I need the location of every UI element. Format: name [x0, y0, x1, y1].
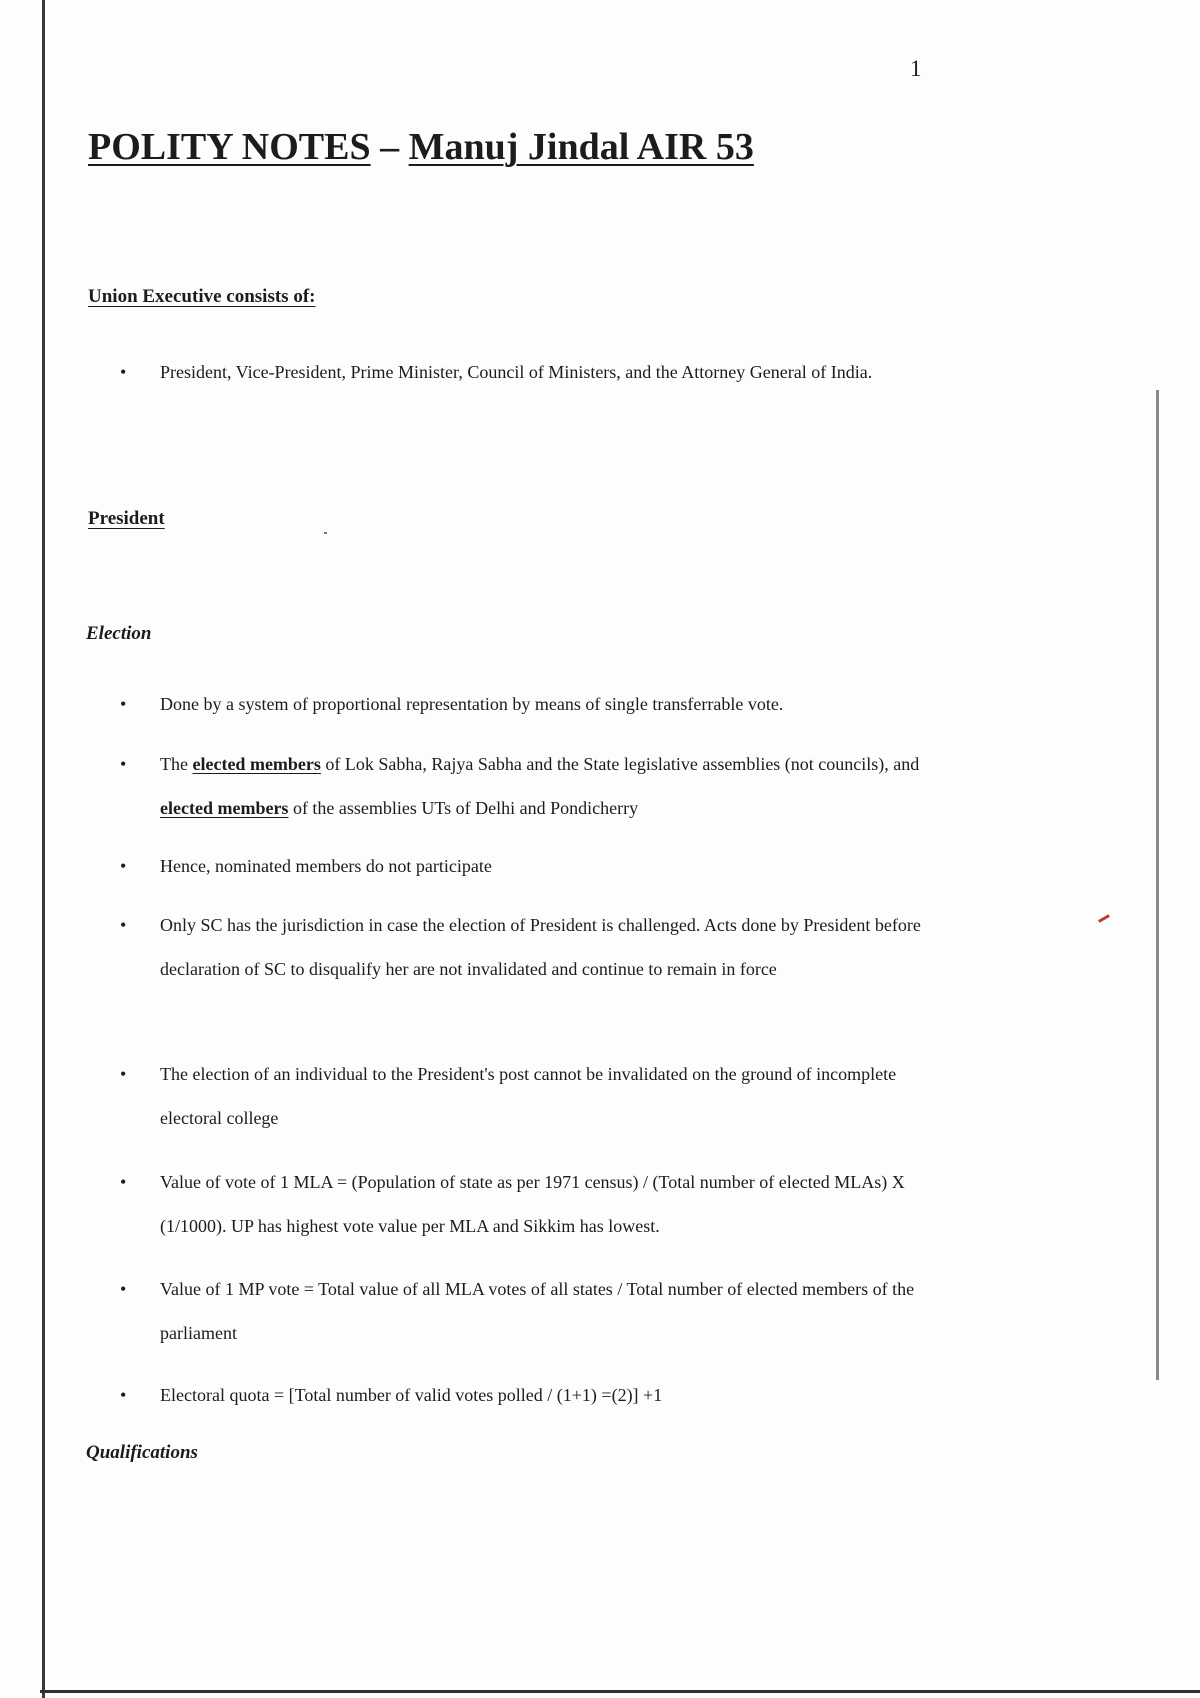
list-item [120, 1267, 920, 1355]
qualifications-subheading: Qualifications [86, 1442, 198, 1463]
pen-mark [1098, 914, 1110, 923]
bullet-icon: • [120, 694, 127, 714]
list-item [120, 903, 920, 1035]
list-item [120, 1373, 920, 1417]
union-executive-heading: Union Executive consists of: [88, 286, 316, 307]
bullet-icon: • [120, 1172, 127, 1192]
bullet-icon: • [120, 1279, 127, 1299]
bullet-icon: • [120, 362, 127, 382]
list-item [120, 1052, 920, 1140]
bullet-icon: • [120, 915, 127, 935]
page-bottom-edge [40, 1690, 1200, 1693]
text-run: of the assemblies UTs of Delhi and Pondicherry [288, 798, 639, 818]
list-item-text: Electoral quota = [Total number of valid votes polled / (1+1) =(2)] +1 [160, 1385, 663, 1405]
list-item [120, 844, 920, 888]
list-item-text: Only SC has the jurisdiction in case the election of President is challenged. Acts done by President before declaration of SC to disqualify her are not invalidated and continue to remain in force [160, 915, 921, 979]
bullet-icon: • [120, 856, 127, 876]
list-item-text: Hence, nominated members do not participate [160, 856, 492, 876]
list-item [120, 350, 920, 438]
list-item-text: Value of 1 MP vote = Total value of all MLA votes of all states / Total number of elected members of the parliament [160, 1279, 915, 1343]
president-heading: President [88, 508, 165, 529]
list-item [120, 1160, 920, 1248]
page-number: 1 [910, 56, 922, 81]
text-run: The [160, 754, 193, 774]
page-right-edge-mark [1156, 390, 1159, 1380]
bullet-icon: • [120, 1385, 127, 1405]
bullet-icon: • [120, 754, 127, 774]
bullet-icon: • [120, 1064, 127, 1084]
title-separator: – [370, 126, 409, 168]
list-item-text: Done by a system of proportional representation by means of single transferrable vote. [160, 694, 784, 714]
election-subheading: Election [86, 623, 152, 644]
title-author: Manuj Jindal AIR 53 [408, 126, 754, 168]
list-item-text: The election of an individual to the President's post cannot be invalidated on the ground of incomplete electoral college [160, 1064, 897, 1128]
emphasis-elected-members: elected members [192, 754, 321, 774]
list-item-text: President, Vice-President, Prime Minister, Council of Ministers, and the Attorney General of India. [160, 362, 873, 382]
list-item [120, 682, 920, 726]
list-item [120, 742, 920, 830]
stray-mark [324, 532, 327, 534]
list-item-text [160, 742, 940, 830]
document-title [88, 125, 754, 169]
text-run: of Lok Sabha, Rajya Sabha and the State legislative assemblies (not councils), and [320, 754, 920, 774]
emphasis-elected-members: elected members [160, 798, 289, 818]
list-item-text: Value of vote of 1 MLA = (Population of state as per 1971 census) / (Total number of elected MLAs) X (1/1000). UP has highest vote value per MLA and Sikkim has lowest. [160, 1172, 905, 1236]
page-left-edge [42, 0, 45, 1698]
title-subject: POLITY NOTES [88, 126, 371, 168]
